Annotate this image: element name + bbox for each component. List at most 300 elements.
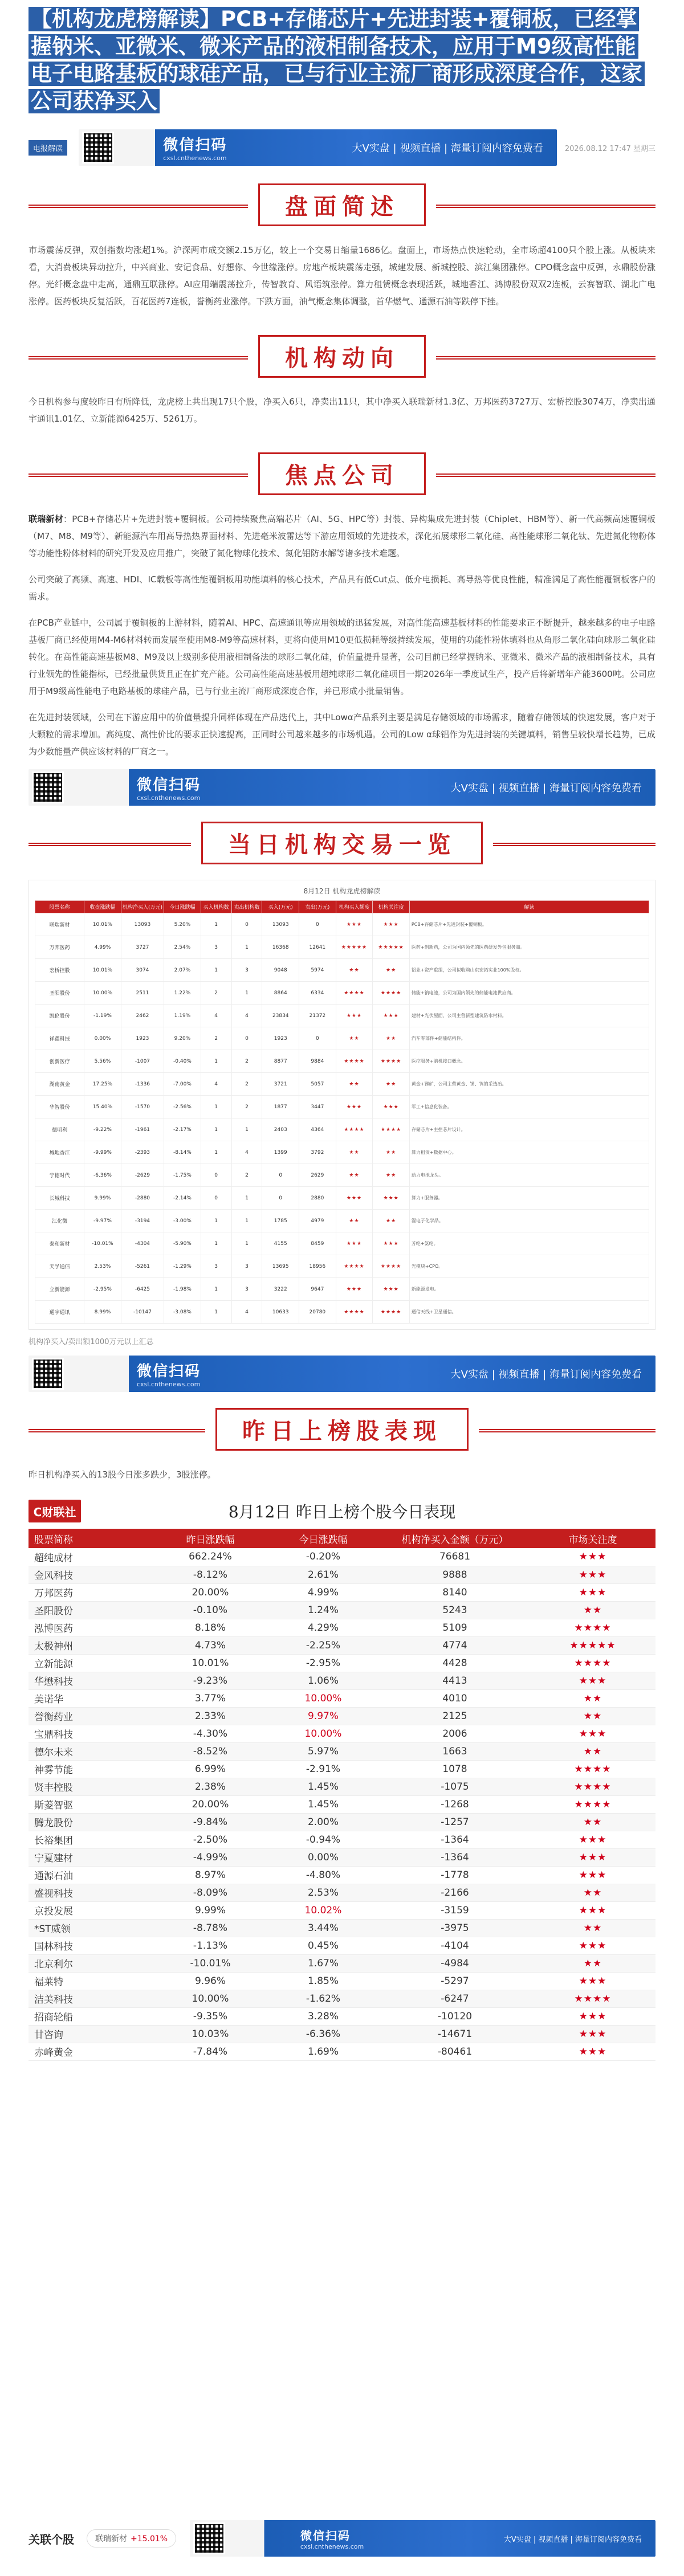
yesterday-cell: 10.00% [267, 1725, 380, 1742]
promo-title: 微信扫码 [137, 777, 201, 794]
trade-stock-name: 城地香江 [35, 1141, 84, 1164]
yesterday-cell: -1364 [380, 1831, 530, 1848]
focus-company-name[interactable]: 联瑞新材 [28, 514, 63, 524]
trade-cell: -6425 [121, 1278, 164, 1301]
yesterday-row [28, 1990, 656, 2007]
trade-stock-name: 宏桥控股 [35, 959, 84, 982]
trade-cell: -10147 [121, 1301, 164, 1324]
yesterday-cell: ★★★★ [530, 1795, 656, 1813]
trade-cell: 8459 [299, 1232, 336, 1255]
yesterday-cell: -10120 [380, 2007, 530, 2025]
yesterday-cell: ★★★★★ [530, 1636, 656, 1654]
trade-cell: 9884 [299, 1050, 336, 1073]
yesterday-cell: -2.91% [267, 1760, 380, 1778]
trade-cell: ★★★★ [373, 1050, 410, 1073]
trade-cell: 0 [201, 1164, 231, 1187]
trade-cell: 2 [231, 1073, 262, 1096]
yesterday-cell: 2.53% [267, 1884, 380, 1901]
trade-cell: 军工+信息化装备。 [409, 1096, 649, 1118]
trade-cell: ★★★★★ [336, 936, 373, 959]
yesterday-stock-name: 国林科技 [28, 1937, 154, 1954]
trade-header-cell: 今日涨跌幅 [164, 901, 201, 913]
yesterday-row [28, 1866, 656, 1884]
trade-cell: PCB+存储芯片+先进封装+覆铜板。 [409, 913, 649, 936]
yesterday-stock-name: 华懋科技 [28, 1672, 154, 1689]
title-box [205, 1408, 479, 1451]
yesterday-cell: 2006 [380, 1725, 530, 1742]
yesterday-cell: ★★★ [530, 2007, 656, 2025]
trade-cell: 5974 [299, 959, 336, 982]
yesterday-cell: ★★★★ [530, 1778, 656, 1795]
section-heading: 昨日上榜股表现 [215, 1408, 469, 1451]
trade-stock-name: 湖南黄金 [35, 1073, 84, 1096]
trade-cell: 1785 [262, 1210, 299, 1232]
trade-cell: 8864 [262, 982, 299, 1005]
trade-row [35, 1187, 649, 1210]
related-stocks-bar [28, 2518, 656, 2558]
yesterday-row [28, 1672, 656, 1689]
trade-cell: 2 [231, 1050, 262, 1073]
trade-cell: 2403 [262, 1118, 299, 1141]
trade-cell: 3 [231, 1255, 262, 1278]
yesterday-cell: -2.95% [267, 1654, 380, 1672]
yesterday-header-cell: 股票简称 [28, 1529, 154, 1548]
trade-cell: -3.08% [164, 1301, 201, 1324]
yesterday-cell: 20.00% [154, 1583, 267, 1601]
trade-table [35, 900, 649, 1324]
title-box [248, 335, 436, 378]
trade-cell: 1 [201, 1210, 231, 1232]
trade-cell: -5.90% [164, 1232, 201, 1255]
trade-cell: 18956 [299, 1255, 336, 1278]
trade-cell: 4 [231, 1301, 262, 1324]
yesterday-cell: ★★★ [530, 1937, 656, 1954]
trade-cell: 4.99% [84, 936, 121, 959]
trade-cell: ★★ [373, 959, 410, 982]
yesterday-cell: ★★★ [530, 1901, 656, 1919]
trade-cell: 新能源发电。 [409, 1278, 649, 1301]
trade-cell: -10.01% [84, 1232, 121, 1255]
trade-cell: ★★★ [373, 1096, 410, 1118]
trade-cell: 4155 [262, 1232, 299, 1255]
trade-cell: 1 [201, 1096, 231, 1118]
trade-stock-name: 通宇通讯 [35, 1301, 84, 1324]
trade-cell: 1923 [262, 1027, 299, 1050]
yesterday-cell: -10.01% [154, 1954, 267, 1972]
trade-cell: 医疗服务+脑机接口概念。 [409, 1050, 649, 1073]
promo-slogan: 大V实盘 | 视频直播 | 海量订阅内容免费看 [450, 782, 642, 794]
yesterday-row [28, 1619, 656, 1636]
trade-cell: ★★★★ [336, 982, 373, 1005]
yesterday-intro: 昨日机构净买入的13股今日涨多跌少，3股涨停。 [28, 1469, 216, 1480]
title-box [248, 183, 436, 226]
yesterday-cell: -7.84% [154, 2043, 267, 2060]
promo-left [190, 2520, 292, 2557]
focus-text: ：PCB+存储芯片+先进封装+覆铜板。公司持续聚焦高端芯片（AI、5G、HPC等）封装、异构集成先进封装（Chiplet、HBM等）、新一代高频高速覆铜板（M7、M8、M9等）、新能源汽车用高导热热界面材料、先进毫米波雷达等下游应用领域的先进技术，深化拓展球形二氧化硅、高性能球形二氧化钛、先进氮化物粉体等功能性粉体材料的研究开发及应用推广，突破了氮化物球化技术、氮化铝防水解等诸多技术难题。 [28, 514, 656, 558]
trade-cell: 1 [231, 1232, 262, 1255]
trade-header-cell: 买入(万元) [262, 901, 299, 913]
yesterday-table-title: 8月12日 昨日上榜个股今日表现 [228, 1503, 456, 1521]
trade-cell: 0 [299, 913, 336, 936]
yesterday-cell: 4413 [380, 1672, 530, 1689]
trade-cell: 23834 [262, 1005, 299, 1027]
yesterday-stock-name: 金风科技 [28, 1566, 154, 1583]
trade-stock-name: 立新能源 [35, 1278, 84, 1301]
trade-cell: 9048 [262, 959, 299, 982]
yesterday-stock-name: 神雾节能 [28, 1760, 154, 1778]
yesterday-stock-name: 京投发展 [28, 1901, 154, 1919]
category-tag[interactable]: 电报解读 [28, 140, 67, 156]
trade-stock-name: 创新医疗 [35, 1050, 84, 1073]
yesterday-row [28, 1778, 656, 1795]
focus-paragraph-3: 在PCB产业链中，公司属于覆铜板的上游材料，随着AI、HPC、高速通讯等应用领域的迅猛发展，对高性能高速基板材料的性能要求正不断提升，越来越多的电子电路基板厂商已经使用M4-M6材料转而发展至使用M8-M9等高速材料，更将向使用M10更低损耗等级持续发展，使用的功能性粉体填料也从角形二氧化硅向球形二氧化硅转化。在高性能高速基板M8、M9及以上级别多使用液相制备法的球形二氧化硅，价值量提升显著，公司目前已经掌握钠米、亚微米、微米产品的液相制备技术，具有行业领先的性能指标，已经批量供货且正在扩充产能。公司高性能高速基板用超纯球形二氧化硅项目一期2026年一季度试生产，投产后将新增年产能3600吨。公司应用于M9级高性能电子电路基板的球硅产品，已与行业主流厂商形成深度合作，并已形成小批量销售。 [28, 618, 656, 696]
promo-box [28, 1356, 656, 1392]
yesterday-header-cell: 今日涨跌幅 [267, 1529, 380, 1548]
yesterday-cell: -0.10% [154, 1601, 267, 1619]
trade-header-cell: 机构关注度 [373, 901, 410, 913]
trade-cell: 9.99% [84, 1187, 121, 1210]
trade-cell: 1 [201, 1050, 231, 1073]
trade-cell: 0 [201, 1187, 231, 1210]
trade-header-cell: 收盘涨跌幅 [84, 901, 121, 913]
trade-cell: 3222 [262, 1278, 299, 1301]
trade-cell: 1 [231, 982, 262, 1005]
promo-text [292, 2526, 364, 2550]
trade-cell: -1336 [121, 1073, 164, 1096]
focus-paragraph-2: 公司突破了高频、高速、HDI、IC载板等高性能覆铜板用功能填料的核心技术，产品具有低Cut点、低介电损耗、高导热等优良性能，精准满足了高性能覆铜板客户的需求。 [28, 574, 656, 602]
yesterday-cell: ★★ [530, 1884, 656, 1901]
trade-stock-name: 天孚通信 [35, 1255, 84, 1278]
yesterday-cell: 0.45% [267, 1937, 380, 1954]
trade-row [35, 959, 649, 982]
trade-row [35, 1118, 649, 1141]
yesterday-table-head [28, 1493, 656, 1529]
trade-cell: 1 [201, 1232, 231, 1255]
yesterday-cell: 9.97% [267, 1707, 380, 1725]
yesterday-stock-name: 圣阳股份 [28, 1601, 154, 1619]
trade-cell: -9.99% [84, 1141, 121, 1164]
yesterday-cell: ★★★ [530, 1972, 656, 1990]
trade-cell: 13093 [121, 913, 164, 936]
yesterday-row [28, 1901, 656, 1919]
yesterday-row [28, 1548, 656, 1566]
trade-cell: 0 [262, 1187, 299, 1210]
trade-cell: 2462 [121, 1005, 164, 1027]
trade-cell: -1.98% [164, 1278, 201, 1301]
trade-cell: 5.20% [164, 913, 201, 936]
section-title-overview [0, 168, 684, 242]
yesterday-row [28, 1813, 656, 1831]
yesterday-cell: -4.99% [154, 1848, 267, 1866]
yesterday-cell: 0.00% [267, 1848, 380, 1866]
trade-cell: ★★★★ [336, 1301, 373, 1324]
yesterday-cell: -1075 [380, 1778, 530, 1795]
publish-time: 2026.08.12 17:47 星期三 [564, 144, 656, 153]
title-box [191, 822, 493, 864]
yesterday-cell: -9.23% [154, 1672, 267, 1689]
yesterday-table-body [28, 1548, 656, 2060]
yesterday-cell: -80461 [380, 2043, 530, 2060]
yesterday-stock-name: 洁美科技 [28, 1990, 154, 2007]
trade-cell: -7.00% [164, 1073, 201, 1096]
trade-stock-name: 祥鑫科技 [35, 1027, 84, 1050]
yesterday-cell: 4.29% [267, 1619, 380, 1636]
yesterday-stock-name: 宁夏建材 [28, 1848, 154, 1866]
promo-box [190, 2520, 656, 2557]
yesterday-cell: -8.12% [154, 1566, 267, 1583]
trade-cell: 算力租赁+数据中心。 [409, 1141, 649, 1164]
trade-cell: 2 [231, 1164, 262, 1187]
yesterday-cell: -1257 [380, 1813, 530, 1831]
trade-header-cell: 股票名称 [35, 901, 84, 913]
yesterday-cell: ★★ [530, 1954, 656, 1972]
trade-cell: ★★★★ [373, 982, 410, 1005]
yesterday-cell: ★★★ [530, 1583, 656, 1601]
yesterday-cell: -4984 [380, 1954, 530, 1972]
yesterday-stock-name: 万邦医药 [28, 1583, 154, 1601]
yesterday-stock-name: 太极神州 [28, 1636, 154, 1654]
trade-row [35, 1210, 649, 1232]
yesterday-cell: 662.24% [154, 1548, 267, 1566]
trade-cell: 1399 [262, 1141, 299, 1164]
yesterday-cell: ★★★ [530, 1566, 656, 1583]
yesterday-cell: -0.20% [267, 1548, 380, 1566]
related-stock-change: +15.01% [131, 2534, 168, 2544]
overview-text: 市场震荡反弹，双创指数均涨超1%。沪深两市成交额2.15万亿，较上一个交易日缩量1686亿。盘面上，市场热点快速轮动，全市场超4100只个股上涨。从板块来看，大消费板块异动拉升，中兴商业、安记食品、好想你、今世缘涨停。房地产板块震荡走强，城建发展、新城控股、滨江集团涨停。CPO概念盘中反弹，永鼎股份涨停。光纤概念盘中走高，通鼎互联涨停。AI应用端震荡拉升，传智教育、风语筑涨停。算力租赁概念表现活跃，城地香江、鸿博股份双双2连板，云赛智联、湖北广电涨停。医药板块反复活跃，百花医药7连板，誉衡药业涨停。下跌方面，油气概念集体调整，首华燃气、通源石油等跌停下挫。 [28, 245, 656, 307]
yesterday-cell: -0.94% [267, 1831, 380, 1848]
yesterday-cell: 10.00% [267, 1689, 380, 1707]
yesterday-header-cell: 市场关注度 [530, 1529, 656, 1548]
yesterday-cell: 1.69% [267, 2043, 380, 2060]
trade-cell: 储能+钠电池，公司为国内领先的储能电池供应商。 [409, 982, 649, 1005]
yesterday-cell: 2125 [380, 1707, 530, 1725]
yesterday-cell: ★★★★ [530, 1619, 656, 1636]
trade-cell: -3194 [121, 1210, 164, 1232]
yesterday-cell: ★★★ [530, 2025, 656, 2043]
trade-row [35, 1096, 649, 1118]
section-title-institution [0, 319, 684, 393]
yesterday-stock-name: 招商轮船 [28, 2007, 154, 2025]
trade-header-cell: 机构净买入(万元) [121, 901, 164, 913]
yesterday-cell: -5297 [380, 1972, 530, 1990]
yesterday-stock-name: 腾龙股份 [28, 1813, 154, 1831]
trade-cell: ★★★ [336, 1232, 373, 1255]
qr-code-icon [82, 132, 114, 164]
yesterday-cell: 10.01% [154, 1654, 267, 1672]
trade-cell: 4364 [299, 1118, 336, 1141]
trade-cell: 20780 [299, 1301, 336, 1324]
trade-row [35, 1164, 649, 1187]
trade-cell: ★★★ [336, 1187, 373, 1210]
trade-cell: ★★ [373, 1027, 410, 1050]
trade-table-image [28, 880, 656, 1330]
trade-row [35, 1005, 649, 1027]
yesterday-cell: ★★★★ [530, 1990, 656, 2007]
yesterday-row [28, 1848, 656, 1866]
promo-slogan: 大V实盘 | 视频直播 | 海量订阅内容免费看 [503, 2535, 642, 2544]
related-stocks-label: 关联个股 [28, 2532, 74, 2546]
promo-url: cxsl.cnthenews.com [137, 794, 201, 802]
trade-cell: ★★ [373, 1141, 410, 1164]
trade-cell: 13093 [262, 913, 299, 936]
promo-banner-bottom[interactable] [190, 2520, 656, 2557]
yesterday-row [28, 1601, 656, 1619]
trade-cell: 湿电子化学品。 [409, 1210, 649, 1232]
trade-cell: 2511 [121, 982, 164, 1005]
trade-cell: 9647 [299, 1278, 336, 1301]
trade-row [35, 1278, 649, 1301]
trade-header-cell: 买入机构数 [201, 901, 231, 913]
trade-cell: ★★ [336, 1141, 373, 1164]
trade-cell: 光模块+CPO。 [409, 1255, 649, 1278]
yesterday-cell: 8140 [380, 1583, 530, 1601]
trade-cell: ★★★ [373, 1278, 410, 1301]
promo-left [79, 129, 155, 166]
trade-cell: 1 [231, 1210, 262, 1232]
trade-cell: -1.19% [84, 1005, 121, 1027]
promo-text [129, 773, 201, 802]
trade-stock-name: 江化微 [35, 1210, 84, 1232]
related-stock-chip[interactable] [87, 2529, 176, 2548]
trade-cell: 10.00% [84, 982, 121, 1005]
section-title-yesterday [0, 1392, 684, 1466]
trade-cell: 通信天线+卫星通信。 [409, 1301, 649, 1324]
yesterday-cell: -2.50% [154, 1831, 267, 1848]
yesterday-cell: ★★ [530, 1601, 656, 1619]
yesterday-cell: 1.06% [267, 1672, 380, 1689]
trade-cell: ★★★ [373, 1187, 410, 1210]
promo-url: cxsl.cnthenews.com [300, 2543, 364, 2550]
trade-cell: ★★★ [373, 913, 410, 936]
yesterday-stock-name: 甘咨询 [28, 2025, 154, 2043]
yesterday-stock-name: 北京利尔 [28, 1954, 154, 1972]
yesterday-cell: -8.78% [154, 1919, 267, 1937]
trade-cell: 1 [201, 1141, 231, 1164]
yesterday-cell: 10.00% [154, 1990, 267, 2007]
trade-table-body [35, 913, 649, 1324]
promo-banner-top[interactable] [79, 129, 557, 166]
trade-cell: 2.53% [84, 1255, 121, 1278]
yesterday-cell: ★★ [530, 1689, 656, 1707]
trade-cell: 16368 [262, 936, 299, 959]
yesterday-stock-name: 立新能源 [28, 1654, 154, 1672]
yesterday-stock-name: *ST威领 [28, 1919, 154, 1937]
trade-cell: 1 [201, 1118, 231, 1141]
promo-slogan: 大V实盘 | 视频直播 | 海量订阅内容免费看 [352, 142, 543, 154]
yesterday-cell: 6.99% [154, 1760, 267, 1778]
yesterday-cell: ★★★ [530, 1548, 656, 1566]
yesterday-cell: ★★ [530, 1707, 656, 1725]
trade-row [35, 1027, 649, 1050]
yesterday-cell: -8.09% [154, 1884, 267, 1901]
trade-cell: 4 [201, 1005, 231, 1027]
yesterday-cell: ★★★ [530, 2043, 656, 2060]
trade-cell: -2629 [121, 1164, 164, 1187]
trade-cell: 2.07% [164, 959, 201, 982]
promo-slogan: 大V实盘 | 视频直播 | 海量订阅内容免费看 [450, 1369, 642, 1381]
trade-row [35, 1073, 649, 1096]
trade-cell: 3 [231, 1278, 262, 1301]
yesterday-cell: -2.25% [267, 1636, 380, 1654]
trade-cell: 建材+光伏屋面，公司主营新型建筑防水材料。 [409, 1005, 649, 1027]
yesterday-row [28, 1795, 656, 1813]
yesterday-cell: ★★ [530, 1813, 656, 1831]
trade-cell: 4 [231, 1005, 262, 1027]
title-box [248, 452, 436, 495]
trade-cell: ★★★ [336, 1005, 373, 1027]
promo-box [79, 129, 557, 166]
yesterday-cell: 10.02% [267, 1901, 380, 1919]
yesterday-cell: 5109 [380, 1619, 530, 1636]
yesterday-cell: 9.96% [154, 1972, 267, 1990]
yesterday-row [28, 1707, 656, 1725]
trade-stock-name: 泰和新材 [35, 1232, 84, 1255]
yesterday-cell: ★★★ [530, 1831, 656, 1848]
trade-cell: 2629 [299, 1164, 336, 1187]
trade-row [35, 982, 649, 1005]
promo-banner-lower[interactable] [28, 1356, 656, 1392]
yesterday-row [28, 1566, 656, 1583]
yesterday-table-header [28, 1529, 656, 1548]
trade-cell: 存储芯片+主控芯片设计。 [409, 1118, 649, 1141]
trade-stock-name: 圣阳股份 [35, 982, 84, 1005]
trade-cell: -1007 [121, 1050, 164, 1073]
trade-cell: 2.54% [164, 936, 201, 959]
section-title-focus [0, 436, 684, 511]
yesterday-row [28, 2025, 656, 2043]
yesterday-row [28, 1884, 656, 1901]
trade-cell: ★★★ [336, 1096, 373, 1118]
yesterday-table [28, 1529, 656, 2061]
promo-text [129, 1360, 201, 1388]
yesterday-row [28, 1919, 656, 1937]
trade-cell: ★★★ [336, 913, 373, 936]
yesterday-cell: 20.00% [154, 1795, 267, 1813]
promo-url: cxsl.cnthenews.com [137, 1381, 201, 1388]
trade-cell: -2.17% [164, 1118, 201, 1141]
trade-cell: 2 [231, 1096, 262, 1118]
yesterday-table-image [28, 1493, 656, 2061]
cls-logo: C财联社 [28, 1500, 81, 1522]
trade-cell: 8.99% [84, 1301, 121, 1324]
yesterday-cell: -1.62% [267, 1990, 380, 2007]
trade-cell: 2 [201, 982, 231, 1005]
yesterday-cell: 3.44% [267, 1919, 380, 1937]
trade-row [35, 936, 649, 959]
trade-cell: 1 [201, 913, 231, 936]
yesterday-stock-name: 美诺华 [28, 1689, 154, 1707]
qr-code-icon [32, 771, 64, 803]
trade-cell: 动力电池龙头。 [409, 1164, 649, 1187]
yesterday-cell: 76681 [380, 1548, 530, 1566]
trade-cell: -2880 [121, 1187, 164, 1210]
yesterday-stock-name: 赤峰黄金 [28, 2043, 154, 2060]
trade-cell: ★★★ [373, 1232, 410, 1255]
yesterday-cell: 9.99% [154, 1901, 267, 1919]
trade-cell: 10.01% [84, 913, 121, 936]
yesterday-cell: -14671 [380, 2025, 530, 2043]
promo-banner-middle[interactable] [28, 769, 656, 806]
trade-cell: 17.25% [84, 1073, 121, 1096]
trade-cell: 1 [231, 1187, 262, 1210]
yesterday-cell: 1.85% [267, 1972, 380, 1990]
yesterday-cell: 1.67% [267, 1954, 380, 1972]
trade-cell: 8877 [262, 1050, 299, 1073]
yesterday-row [28, 1760, 656, 1778]
trade-cell: ★★ [336, 1073, 373, 1096]
trade-cell: ★★ [373, 1210, 410, 1232]
promo-left [28, 1356, 129, 1392]
